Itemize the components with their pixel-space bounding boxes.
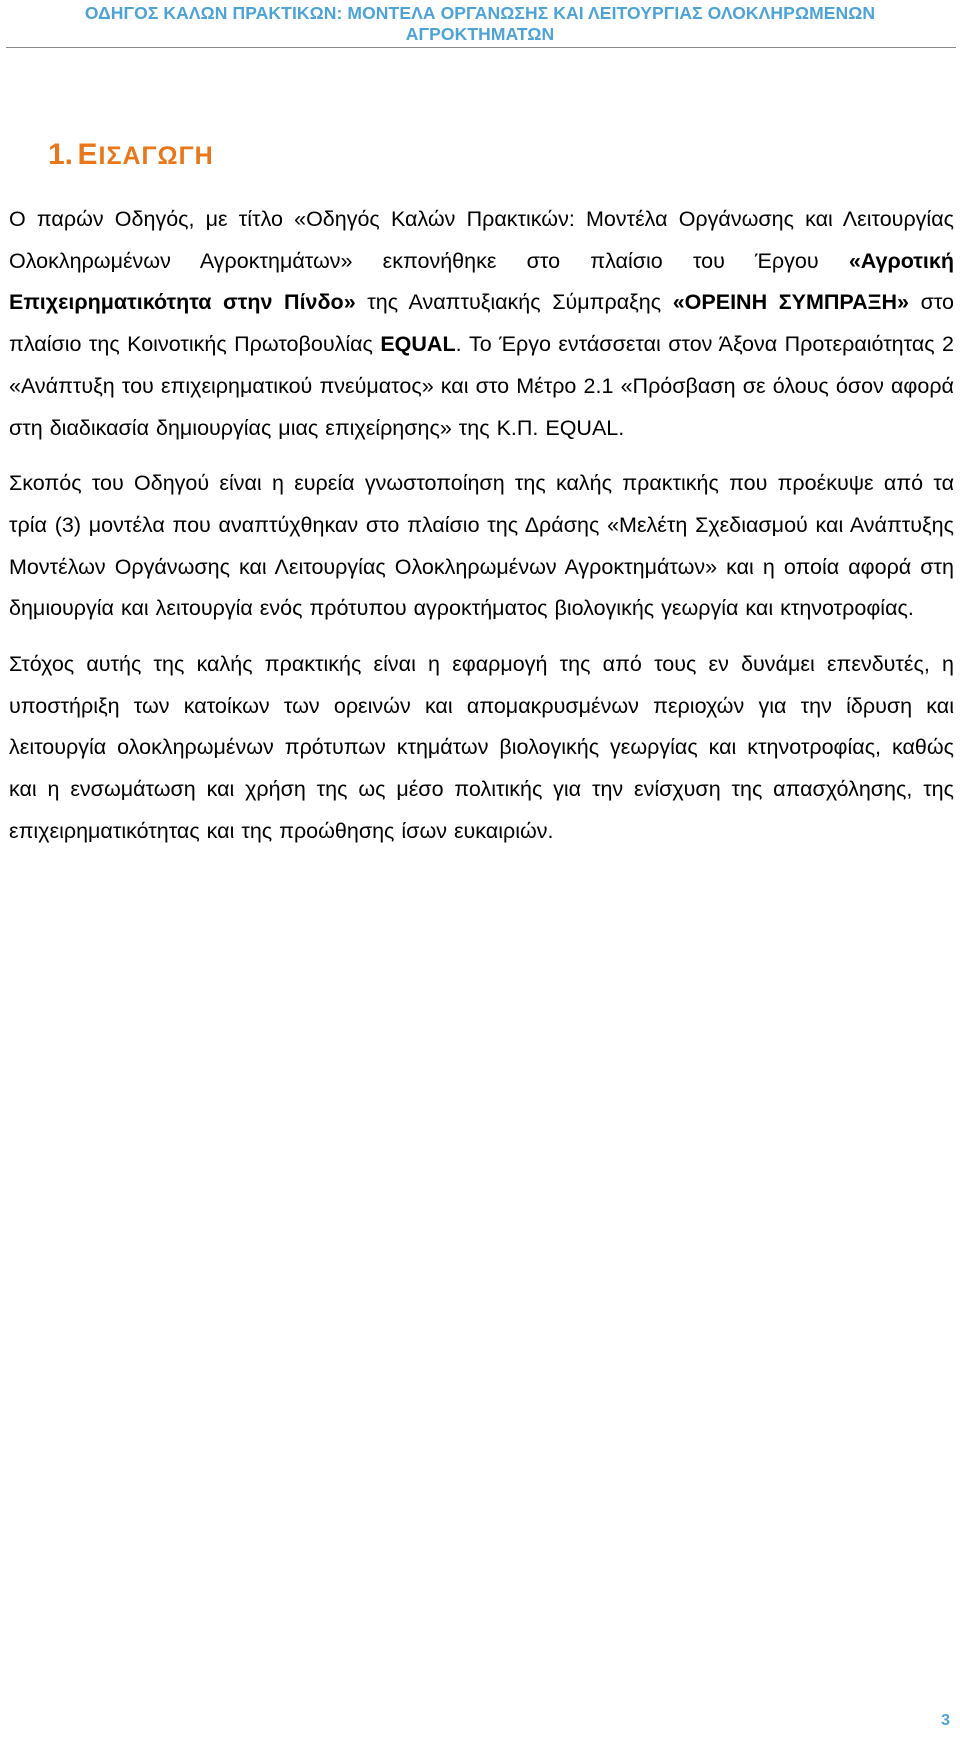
section-heading bbox=[48, 136, 214, 179]
running-header-line-1: ΟΔΗΓΟΣ ΚΑΛΩΝ ΠΡΑΚΤΙΚΩΝ: ΜΟΝΤΕΛΑ ΟΡΓΑΝΩΣΗΣ ΚΑΙ ΛΕΙΤΟΥΡΓΙΑΣ ΟΛΟΚΛΗΡΩΜΕΝΩΝ bbox=[84, 3, 876, 23]
header-divider bbox=[6, 47, 956, 48]
intro-text-1: Ο παρών Οδηγός, με τίτλο «Οδηγός Καλών Πρακτικών: Μοντέλα Οργάνωσης και Λειτουργίας Ολοκληρωμένων Αγροκτημάτων» εκπονήθηκε στο πλαίσιο του Έργου bbox=[9, 207, 954, 273]
intro-text-2: της Αναπτυξιακής Σύμπραξης bbox=[355, 290, 673, 315]
running-header bbox=[0, 3, 960, 45]
page-number: 3 bbox=[941, 1712, 950, 1729]
body-text bbox=[9, 199, 954, 853]
section-number: 1. bbox=[48, 138, 74, 171]
section-title bbox=[77, 138, 214, 171]
project-title: «Αγροτική Επιχειρηματικότητα στην Πίνδο» bbox=[9, 248, 954, 315]
equal-initiative: EQUAL bbox=[380, 332, 456, 357]
running-header-line-2: ΑΓΡΟΚΤΗΜΑΤΩΝ bbox=[405, 24, 555, 44]
paragraph-purpose: Σκοπός του Οδηγού είναι η ευρεία γνωστοποίηση της καλής πρακτικής που προέκυψε από τα τρία (3) μοντέλα που αναπτύχθηκαν στο πλαίσιο της Δράσης «Μελέτη Σχεδιασμού και Ανάπτυξης Μοντέλων Οργάνωσης και Λειτουργίας Ολοκληρωμένων Αγροκτημάτων» και η οποία αφορά στη δημιουργία και λειτουργία ενός πρότυπου αγροκτήματος βιολογικής γεωργία και κτηνοτροφίας. bbox=[9, 471, 954, 621]
paragraph-intro bbox=[9, 199, 954, 449]
intro-text-4: . Το Έργο εντάσσεται στον Άξονα Προτεραιότητας 2 «Ανάπτυξη του επιχειρηματικού πνεύματος» και στο Μέτρο 2.1 «Πρόσβαση σε όλους όσον αφορά στη διαδικασία δημιουργίας μιας επιχείρησης» της Κ.Π. EQUAL. bbox=[9, 332, 955, 440]
paragraph-goal: Στόχος αυτής της καλής πρακτικής είναι η εφαρμογή της από τους εν δυνάμει επενδυτές, η υποστήριξη των κατοίκων των ορεινών και απομακρυσμένων περιοχών για την ίδρυση και λειτουργία ολοκληρωμένων πρότυπων κτημάτων βιολογικής γεωργίας και κτηνοτροφίας, καθώς και η ενσωμάτωση και χρήση της ως μέσο πολιτικής για την ενίσχυση της απασχόλησης, της επιχειρηματικότητας και της προώθησης ίσων ευκαιριών. bbox=[9, 652, 954, 843]
section-title-initial: Ε bbox=[77, 138, 99, 171]
intro-text-3: στο πλαίσιο της Κοινοτικής Πρωτοβουλίας bbox=[9, 290, 954, 357]
partnership-name: «ΟΡΕΙΝΗ ΣΥΜΠΡΑΞΗ» bbox=[672, 290, 909, 315]
section-title-rest: ΙΣΑΓΩΓΗ bbox=[98, 142, 214, 170]
